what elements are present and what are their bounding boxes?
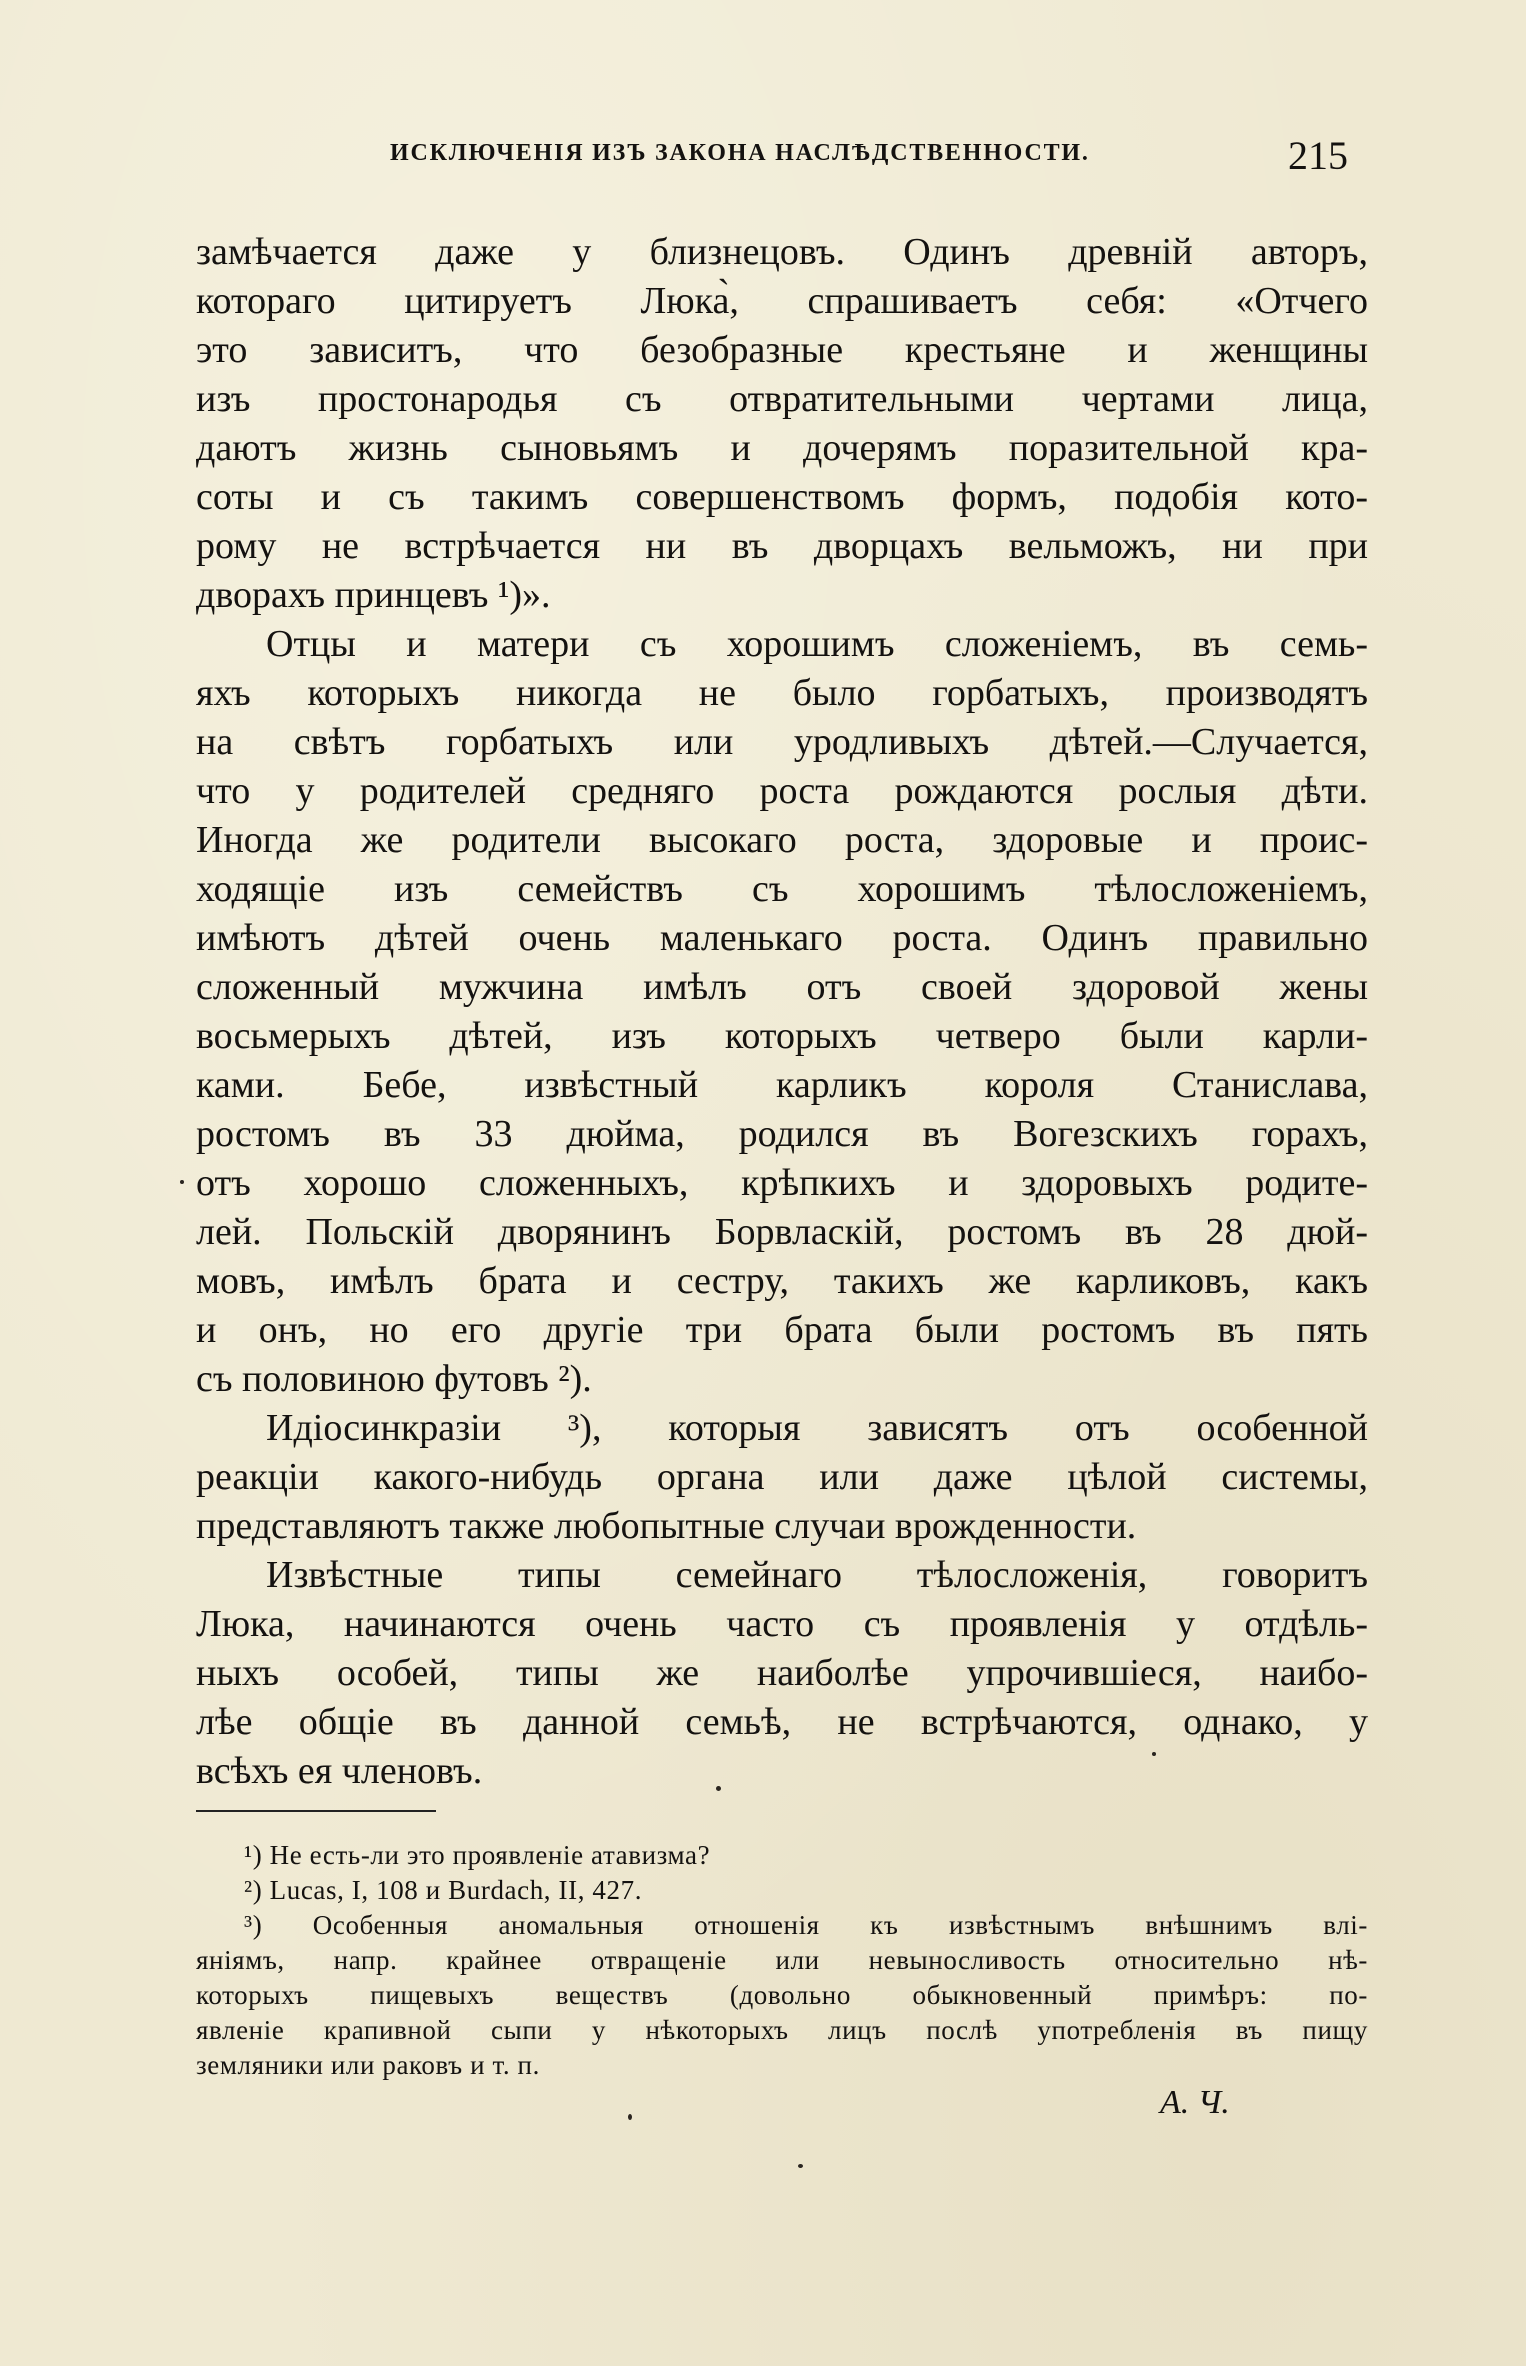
footnote-line: яніямъ, напр. крайнее отвращеніе или невыносливость относительно нѣ- xyxy=(196,1945,1368,1975)
text-line: Иногда же родители высокаго роста, здоровые и проис- xyxy=(196,819,1368,861)
text-line: лѣе общіе въ данной семьѣ, не встрѣчаются, однако, у xyxy=(196,1701,1368,1743)
footnote-line: земляники или раковъ и т. п. xyxy=(196,2050,540,2080)
footnote-line: ³) Особенныя аномальныя отношенія къ извѣстнымъ внѣшнимъ влі- xyxy=(244,1910,1368,1940)
text-line: и онъ, но его другіе три брата были ростомъ въ пять xyxy=(196,1309,1368,1351)
scan-speck xyxy=(628,2114,632,2120)
text-line: представляютъ также любопытные случаи врожденности. xyxy=(196,1505,1137,1547)
text-line: ростомъ въ 33 дюйма, родился въ Вогезскихъ горахъ, xyxy=(196,1113,1368,1155)
footnote-line: ¹) Не есть-ли это проявленіе атавизма? xyxy=(244,1840,711,1870)
main-text xyxy=(196,228,1368,1796)
text-line: всѣхъ ея членовъ. xyxy=(196,1750,483,1792)
text-line: сложенный мужчина имѣлъ отъ своей здоровой жены xyxy=(196,966,1368,1008)
text-line: котораго цитируетъ Люка̀, спрашиваетъ себя: «Отчего xyxy=(196,280,1368,322)
text-line: лей. Польскій дворянинъ Борвласкій, ростомъ въ 28 дюй- xyxy=(196,1211,1368,1253)
scan-speck xyxy=(180,1180,184,1184)
text-line: рому не встрѣчается ни въ дворцахъ вельможъ, ни при xyxy=(196,525,1368,567)
text-line: мовъ, имѣлъ брата и сестру, такихъ же карликовъ, какъ xyxy=(196,1260,1368,1302)
text-line: дворахъ принцевъ ¹)». xyxy=(196,574,551,616)
text-line: реакціи какого-нибудь органа или даже цѣлой системы, xyxy=(196,1456,1368,1498)
scan-speck xyxy=(798,2164,803,2168)
text-line: ныхъ особей, типы же наиболѣе упрочившіеся, наибо- xyxy=(196,1652,1368,1694)
text-line: даютъ жизнь сыновьямъ и дочерямъ поразительной кра- xyxy=(196,427,1368,469)
text-line: Извѣстные типы семейнаго тѣлосложенія, говоритъ xyxy=(266,1554,1368,1596)
text-line: соты и съ такимъ совершенствомъ формъ, подобія кото- xyxy=(196,476,1368,518)
text-line: яхъ которыхъ никогда не было горбатыхъ, производятъ xyxy=(196,672,1368,714)
text-line: это зависитъ, что безобразные крестьяне и женщины xyxy=(196,329,1368,371)
author-signature: А. Ч. xyxy=(1160,2084,1230,2121)
footnote-divider xyxy=(196,1810,436,1812)
text-line: замѣчается даже у близнецовъ. Одинъ древній авторъ, xyxy=(196,231,1368,273)
footnote-line: ²) Lucas, I, 108 и Burdach, II, 427. xyxy=(244,1875,643,1905)
text-line: на свѣтъ горбатыхъ или уродливыхъ дѣтей.—Случается, xyxy=(196,721,1368,763)
scan-speck xyxy=(1152,1752,1156,1756)
footnotes xyxy=(196,1838,1368,2083)
scan-speck xyxy=(716,1786,721,1791)
text-line: отъ хорошо сложенныхъ, крѣпкихъ и здоровыхъ родите- xyxy=(196,1162,1368,1204)
text-line: Идіосинкразіи ³), которыя зависятъ отъ особенной xyxy=(266,1407,1368,1449)
text-line: Люка, начинаются очень часто съ проявленія у отдѣль- xyxy=(196,1603,1368,1645)
text-line: что у родителей средняго роста рождаются рослыя дѣти. xyxy=(196,770,1368,812)
footnote-line: явленіе крапивной сыпи у нѣкоторыхъ лицъ послѣ употребленія въ пищу xyxy=(196,2015,1368,2045)
text-line: ходящіе изъ семействъ съ хорошимъ тѣлосложеніемъ, xyxy=(196,868,1368,910)
text-line: Отцы и матери съ хорошимъ сложеніемъ, въ семь- xyxy=(266,623,1368,665)
text-line: съ половиною футовъ ²). xyxy=(196,1358,592,1400)
page-number: 215 xyxy=(1288,133,1348,178)
running-title: ИСКЛЮЧЕНІЯ ИЗЪ ЗАКОНА НАСЛѢДСТВЕННОСТИ. xyxy=(390,140,1090,166)
text-line: восьмерыхъ дѣтей, изъ которыхъ четверо были карли- xyxy=(196,1015,1368,1057)
text-line: изъ простонародья съ отвратительными чертами лица, xyxy=(196,378,1368,420)
text-line: имѣютъ дѣтей очень маленькаго роста. Одинъ правильно xyxy=(196,917,1368,959)
footnote-line: которыхъ пищевыхъ веществъ (довольно обыкновенный примѣръ: по- xyxy=(196,1980,1368,2010)
text-line: ками. Бебе, извѣстный карликъ короля Станислава, xyxy=(196,1064,1368,1106)
